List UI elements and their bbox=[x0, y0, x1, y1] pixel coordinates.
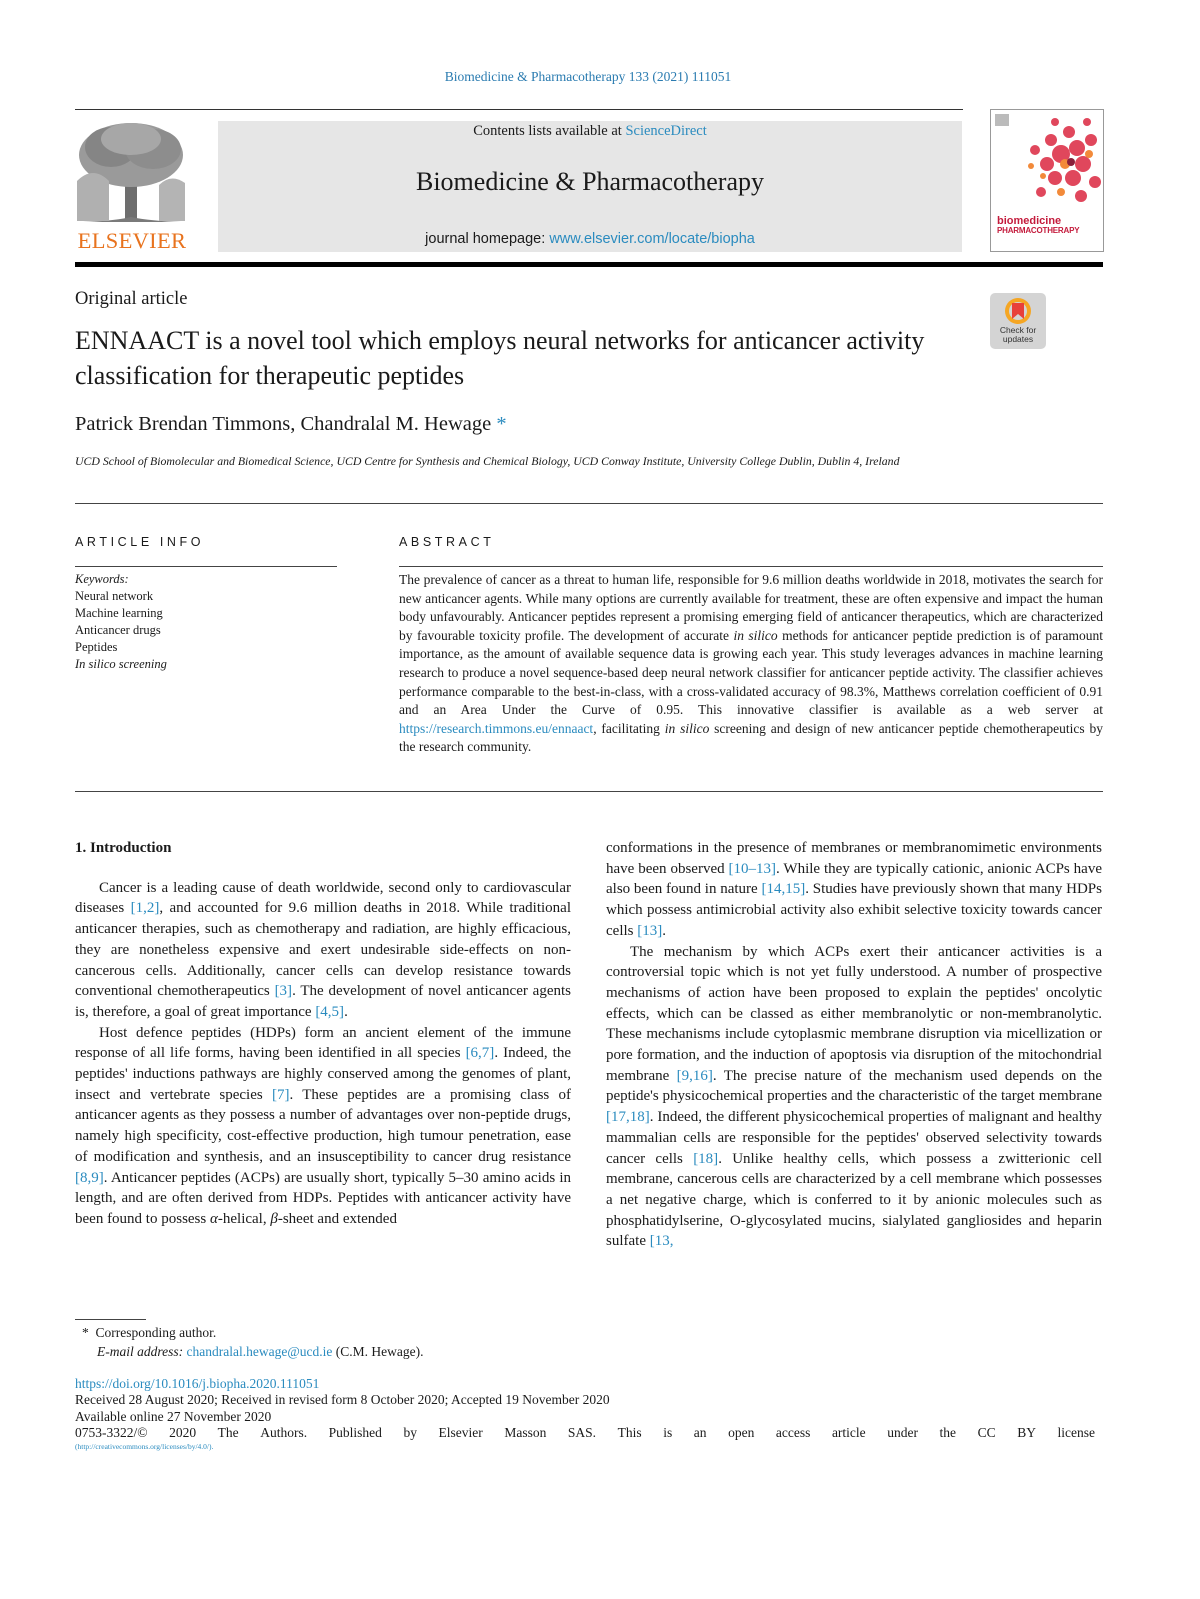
affiliation-rule bbox=[75, 503, 1103, 504]
license-word: by bbox=[403, 1424, 417, 1440]
keywords-label: Keywords: bbox=[75, 572, 129, 586]
keyword-item: Neural network bbox=[75, 589, 154, 603]
article-type: Original article bbox=[75, 289, 188, 309]
abstract-part: methods for anticancer peptide prediction is of paramount importance, as the amount of available sequence data is growing each year. This study leverages advances in machine learning research to produce a novel sequence-based deep neural network classifier for anticancer peptide activity. The classifier achieves performance comparable to the best-in-class, with a cross-validated accuracy of 98.3%, Matthews correlation coefficient of 0.91 and an Area Under the Curve of 0.95. This innovative classifier is available as a web server at bbox=[399, 627, 1104, 718]
license-word: under bbox=[887, 1424, 918, 1440]
received-dates: Received 28 August 2020; Received in revised form 8 October 2020; Accepted 19 November 2020 bbox=[75, 1392, 610, 1408]
text: . Indeed, the peptides' inductions pathways are highly conserved among the genomes of plant, insect and vertebrate species bbox=[75, 1045, 571, 1103]
citation-link[interactable]: [17,18] bbox=[606, 1109, 650, 1126]
text: . Studies have previously shown that many HDPs which possess antimicrobial activity also exhibit selective toxicity towards cancer cells bbox=[606, 881, 1102, 939]
keywords-block bbox=[75, 571, 167, 673]
text: . bbox=[344, 1003, 348, 1020]
email-suffix: (C.M. Hewage). bbox=[332, 1344, 424, 1359]
contents-line bbox=[218, 123, 962, 140]
elsevier-tree-icon bbox=[73, 121, 191, 225]
homepage-prefix: journal homepage: bbox=[425, 231, 550, 247]
corresponding-author-mark[interactable]: * bbox=[496, 413, 507, 435]
introduction-heading: 1. Introduction bbox=[75, 840, 172, 856]
citation-link[interactable]: [9,16] bbox=[676, 1067, 713, 1084]
keyword-item: Anticancer drugs bbox=[75, 623, 161, 637]
citation-link[interactable]: [4,5] bbox=[315, 1003, 345, 1020]
sciencedirect-link[interactable]: ScienceDirect bbox=[625, 123, 707, 139]
webserver-link[interactable]: https://research.timmons.eu/ennaact bbox=[399, 720, 594, 736]
abstract-emphasis: in silico bbox=[733, 627, 778, 643]
citation-link[interactable]: [7] bbox=[271, 1086, 290, 1103]
text: conformations in the presence of membranes or membranomimetic environments have been observed bbox=[606, 840, 1102, 877]
citation-link[interactable]: [8,9] bbox=[75, 1169, 104, 1186]
keyword-in-silico: In silico screening bbox=[75, 657, 167, 671]
text: The mechanism by which ACPs exert their anticancer activities is a controversial topic which is not yet fully understood. A number of prospective mechanisms of action have been proposed to explain the peptides' oncolytic effects, which can be classed as either membranolytic or non-membranolytic. These mechanisms include cytoplasmic membrane disruption via micellization or pore formation, and the induction of apoptosis via disruption of the mitochondrial membrane bbox=[606, 943, 1102, 1084]
check-updates-icon bbox=[990, 293, 1046, 327]
text: . Unlike healthy cells, which possess a zwitterionic cell membrane, cancerous cells are characterized by a cell membrane which possesses a net negative charge, which is conferred to it by anionic molecules such as phosphatidylserine, O-glycosylated mucins, sialylated gangliosides and heparin sulfate bbox=[606, 1150, 1102, 1250]
journal-cover[interactable] bbox=[990, 109, 1104, 252]
corresponding-line bbox=[82, 1323, 423, 1342]
authors-text: Patrick Brendan Timmons, Chandralal M. Hewage bbox=[75, 413, 492, 435]
intro-paragraph-3 bbox=[606, 942, 1102, 1253]
abstract-emphasis: in silico bbox=[664, 720, 710, 736]
license-word: 2020 bbox=[169, 1424, 197, 1440]
license-word: license bbox=[1057, 1424, 1095, 1440]
license-word: access bbox=[775, 1424, 811, 1440]
abstract-bottom-rule bbox=[75, 791, 1103, 792]
text: . These peptides are a promising class of anticancer agents as they possess a number of advantages over non-peptide drugs, namely high specificity, cost-effective production, high tumour penetration, ease of modification and synthesis, and an insusceptibility to cancer drug resistance bbox=[75, 1086, 571, 1165]
citation-link[interactable]: [3] bbox=[274, 983, 293, 1000]
license-word: Elsevier bbox=[438, 1424, 483, 1440]
cover-brand bbox=[997, 216, 1079, 236]
intro-paragraph-1 bbox=[75, 878, 571, 1023]
footnote-rule bbox=[75, 1319, 146, 1320]
abstract-rule bbox=[399, 566, 1103, 567]
header-rule bbox=[75, 109, 963, 110]
citation-link[interactable]: [13, bbox=[649, 1233, 674, 1250]
article-title: ENNAACT is a novel tool which employs neural networks for anticancer activity classification for therapeutic peptides bbox=[75, 326, 925, 390]
abstract-text bbox=[399, 571, 1103, 757]
journal-title: Biomedicine & Pharmacotherapy bbox=[415, 167, 764, 196]
license-word: 0753-3322/© bbox=[75, 1424, 148, 1440]
elsevier-logo[interactable] bbox=[73, 121, 191, 254]
header-thick-rule bbox=[75, 262, 1103, 267]
text: . Indeed, the different physicochemical properties of malignant and healthy mammalian cells are responsible for the peptides' observed selectivity towards cancer cells bbox=[606, 1109, 1102, 1167]
text: -sheet and extended bbox=[277, 1210, 397, 1227]
citation-link[interactable]: [14,15] bbox=[761, 881, 806, 898]
footnote bbox=[82, 1323, 423, 1361]
license-word: BY bbox=[1017, 1424, 1036, 1440]
license-word: is bbox=[663, 1424, 673, 1440]
text: , and accounted for 9.6 million deaths in 2018. While traditional anticancer therapies, such as chemotherapy and radiation, are highly efficacious, they are nonetheless expensive and exert undesirable side-effects on non-cancerous cells. Additionally, cancer cells can develop resistance towards conventional chemotherapeutics bbox=[75, 900, 571, 1000]
author-list bbox=[75, 413, 507, 436]
license-word: an bbox=[693, 1424, 707, 1440]
abstract-part: The prevalence of cancer as a threat to human life, responsible for 9.6 million deaths worldwide in 2018, motivates the search for new anticancer agents. While many options are currently available for treatment, these are often expensive and impact the human body unfavourably. Anticancer peptides represent a promising emerging field of anticancer therapeutics, which are characterized by favourable toxicity profile. The development of accurate bbox=[399, 572, 1103, 643]
keyword-item: Peptides bbox=[75, 640, 118, 654]
text: . The precise nature of the mechanism used depends on the peptide's physicochemical properties and the characteristic of the target membrane bbox=[606, 1067, 1103, 1105]
beta-symbol: β bbox=[270, 1210, 278, 1227]
text: . While they are typically cationic, anionic ACPs have also been found in nature bbox=[606, 860, 1102, 898]
corresponding-label: Corresponding author. bbox=[95, 1325, 217, 1340]
license-word: CC bbox=[977, 1424, 996, 1440]
license-line bbox=[75, 1425, 1095, 1441]
citation-link[interactable]: [1,2] bbox=[130, 900, 160, 917]
running-head[interactable]: Biomedicine & Pharmacotherapy 133 (2021) 111051 bbox=[444, 69, 732, 84]
intro-paragraph-2 bbox=[75, 1023, 571, 1230]
license-word: open bbox=[728, 1424, 755, 1440]
article-info-rule bbox=[75, 566, 337, 567]
text: . Anticancer peptides (ACPs) are usually short, typically 5–30 amino acids in length, and are often derived from HDPs. Peptides with anticancer activity have been found to possess bbox=[75, 1169, 571, 1227]
text: Cancer is a leading cause of death worldwide, second only to cardiovascular diseases bbox=[75, 879, 571, 917]
cover-flower-icon bbox=[991, 110, 1103, 214]
available-online: Available online 27 November 2020 bbox=[75, 1408, 272, 1424]
abstract-heading: ABSTRACT bbox=[399, 535, 495, 549]
article-info-heading: ARTICLE INFO bbox=[75, 535, 205, 549]
homepage-link[interactable]: www.elsevier.com/locate/biopha bbox=[549, 231, 755, 247]
intro-paragraph-2-continued bbox=[606, 838, 1102, 942]
doi-link[interactable]: https://doi.org/10.1016/j.biopha.2020.111051 bbox=[75, 1376, 320, 1391]
email-line bbox=[82, 1342, 423, 1361]
citation-link[interactable]: [6,7] bbox=[465, 1045, 495, 1062]
contents-prefix: Contents lists available at bbox=[473, 123, 626, 139]
cover-brand-line1: biomedicine bbox=[997, 215, 1062, 227]
email-label: E-mail address: bbox=[97, 1344, 184, 1359]
license-word: SAS. bbox=[567, 1424, 597, 1440]
body-column-right bbox=[606, 838, 1102, 1252]
elsevier-wordmark: ELSEVIER bbox=[77, 228, 187, 253]
check-for-updates-button[interactable] bbox=[990, 293, 1046, 349]
license-word: Masson bbox=[504, 1424, 547, 1440]
text: . The development of novel anticancer agents is, therefore, a goal of great importance bbox=[75, 983, 571, 1020]
license-word: The bbox=[217, 1424, 239, 1440]
license-word: Authors. bbox=[260, 1424, 308, 1440]
homepage-line bbox=[218, 231, 962, 247]
abstract-part: , facilitating bbox=[593, 720, 665, 736]
keyword-item-in-silico bbox=[75, 656, 167, 673]
publication-meta bbox=[75, 1376, 1103, 1453]
keyword-item: Machine learning bbox=[75, 606, 163, 620]
abstract-part: screening and design of new anticancer peptide chemotherapeutics by the research community. bbox=[399, 720, 1103, 755]
license-url-link[interactable]: (http://creativecommons.org/licenses/by/4.0/). bbox=[75, 1442, 214, 1452]
affiliation: UCD School of Biomolecular and Biomedical Science, UCD Centre for Synthesis and Chemical Biology, UCD Conway Institute, University College Dublin, Dublin 4, Ireland bbox=[75, 454, 900, 468]
license-word: This bbox=[617, 1424, 642, 1440]
license-word: Published bbox=[328, 1424, 382, 1440]
citation-link[interactable]: [13] bbox=[637, 922, 663, 939]
body-column-left bbox=[75, 838, 571, 1230]
text: -helical, bbox=[217, 1210, 271, 1227]
check-updates-label: Check for updates bbox=[999, 325, 1037, 344]
citation-link[interactable]: [18] bbox=[693, 1150, 719, 1167]
text: Host defence peptides (HDPs) form an ancient element of the immune response of all life forms, having been identified in all species bbox=[75, 1024, 571, 1062]
journal-banner bbox=[218, 121, 962, 252]
license-word: the bbox=[939, 1424, 957, 1440]
alpha-symbol: α bbox=[210, 1210, 218, 1227]
cover-brand-line2: PHARMACOTHERAPY bbox=[997, 226, 1080, 235]
text: . bbox=[662, 922, 666, 939]
email-link[interactable]: chandralal.hewage@ucd.ie bbox=[186, 1344, 333, 1359]
license-word: article bbox=[831, 1424, 866, 1440]
footnote-mark: * bbox=[82, 1325, 89, 1340]
citation-link[interactable]: [10–13] bbox=[728, 860, 777, 877]
